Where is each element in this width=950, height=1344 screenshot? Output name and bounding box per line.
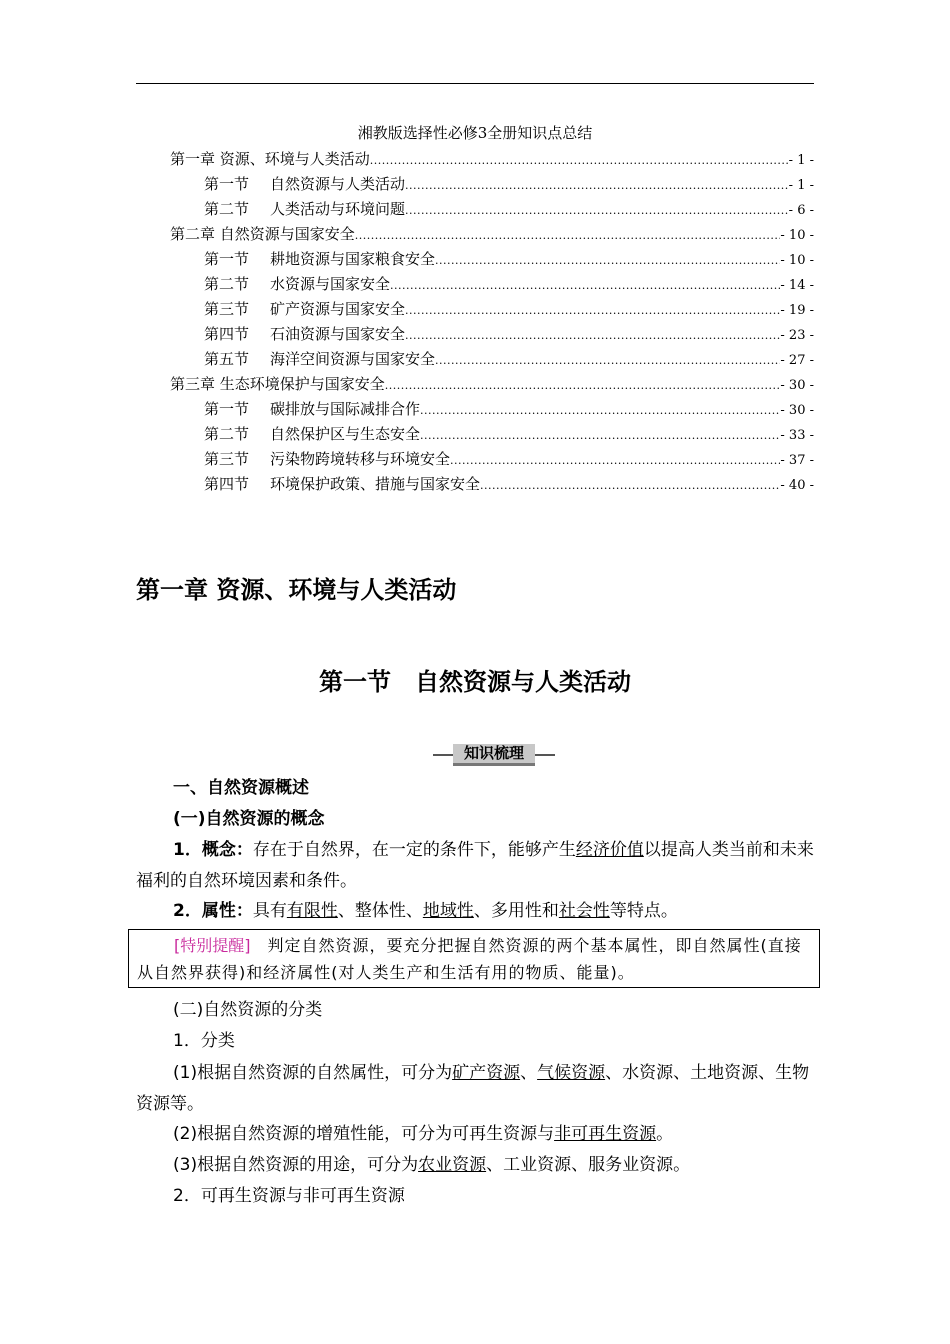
toc-section-number: 第三节 [204, 450, 250, 468]
reminder-text: 判定自然资源，要充分把握自然资源的两个基本属性，即自然属性(直接从自然界获得)和经济属性(对人类生产和生活有用的物质、能量)。 [137, 936, 802, 982]
toc-entry[interactable] [204, 448, 814, 470]
toc-section-number: 第五节 [204, 350, 250, 368]
toc-section-number: 第四节 [204, 475, 250, 493]
underlined-term: 地域性 [422, 901, 474, 921]
toc-leader [405, 204, 789, 217]
attribute-text: 等特点。 [609, 901, 678, 921]
underlined-term: 非可再生资源 [554, 1124, 657, 1144]
toc-section-number: 第二节 [204, 275, 250, 293]
toc-label: 第三章 生态环境保护与国家安全 [170, 375, 385, 393]
toc-entry[interactable] [204, 173, 814, 195]
toc-page: - 37 - [780, 453, 814, 468]
chapter-heading: 第一章 资源、环境与人类活动 [136, 576, 457, 604]
toc-label: 污染物跨境转移与环境安全 [270, 450, 451, 468]
badge-label: 知识梳理 [453, 744, 535, 766]
toc-label: 自然保护区与生态安全 [270, 425, 421, 443]
toc-entry[interactable] [170, 148, 814, 170]
special-reminder-box [128, 929, 820, 988]
classification-text: 。 [656, 1124, 674, 1144]
toc-section-number: 第一节 [204, 250, 250, 268]
toc-page: - 14 - [780, 278, 814, 293]
attribute-text: 、整体性、 [337, 901, 423, 921]
toc-leader [435, 354, 780, 367]
toc-label: 碳排放与国际减排合作 [270, 400, 421, 418]
toc-page: - 30 - [780, 378, 814, 393]
toc-leader [355, 229, 781, 242]
badge-rule-right [535, 754, 555, 756]
classification-text: 、 [520, 1063, 538, 1083]
toc-label: 环境保护政策、措施与国家安全 [270, 475, 481, 493]
underlined-term: 矿产资源 [452, 1063, 521, 1083]
document-title: 湘教版选择性必修3全册知识点总结 [357, 124, 593, 142]
toc-page: - 1 - [788, 178, 814, 193]
toc-entry[interactable] [204, 398, 814, 420]
underlined-term: 经济价值 [575, 840, 644, 860]
toc-section-number: 第四节 [204, 325, 250, 343]
reminder-tag: [特别提醒] [174, 936, 251, 955]
toc-page: - 33 - [780, 428, 814, 443]
classification-item [136, 1119, 814, 1150]
underlined-term: 社会性 [558, 901, 610, 921]
toc-label: 第一章 资源、环境与人类活动 [170, 150, 370, 168]
toc-entry[interactable] [170, 373, 814, 395]
toc-entry[interactable] [204, 248, 814, 270]
toc-page: - 40 - [780, 478, 814, 493]
classification-text: 、工业资源、服务业资源。 [486, 1155, 691, 1175]
badge-rule-left [433, 754, 453, 756]
toc-section-number: 第三节 [204, 300, 250, 318]
toc-label: 石油资源与国家安全 [270, 325, 406, 343]
toc-entry[interactable] [204, 323, 814, 345]
toc-section-number: 第一节 [204, 400, 250, 418]
toc-label: 第二章 自然资源与国家安全 [170, 225, 355, 243]
toc-leader [420, 429, 780, 442]
toc-entry[interactable] [204, 473, 814, 495]
toc-page: - 27 - [780, 353, 814, 368]
toc-section-number: 第一节 [204, 175, 250, 193]
classification-text: (1)根据自然资源的自然属性，可分为 [173, 1063, 453, 1083]
toc-page: - 10 - [780, 228, 814, 243]
toc-leader [370, 154, 789, 167]
classification-item [136, 1058, 814, 1120]
toc-label: 人类活动与环境问题 [270, 200, 406, 218]
attribute-text: 具有 [252, 901, 287, 921]
toc-page: - 30 - [780, 403, 814, 418]
concept-label: 1．概念： [173, 840, 253, 860]
header-rule [136, 83, 814, 84]
toc-label: 耕地资源与国家粮食安全 [270, 250, 436, 268]
concept-text: 以提高人类当前和未来福利的自然环境因素和条件。 [136, 840, 814, 891]
knowledge-badge [433, 742, 555, 768]
concept-paragraph [136, 835, 814, 897]
toc-leader [450, 454, 780, 467]
toc-leader [390, 279, 780, 292]
section-heading: 第一节 自然资源与人类活动 [319, 668, 631, 696]
toc-entry[interactable] [204, 198, 814, 220]
toc-page: - 10 - [780, 253, 814, 268]
toc-entry[interactable] [204, 273, 814, 295]
toc-page: - 19 - [780, 303, 814, 318]
toc-label: 水资源与国家安全 [270, 275, 391, 293]
classification-text: 、水资源、土地资源、生物资源等。 [136, 1063, 810, 1114]
classification-text: (2)根据自然资源的增殖性能，可分为可再生资源与 [173, 1124, 555, 1144]
renewable-subheading: 2．可再生资源与非可再生资源 [173, 1186, 405, 1206]
classification-label: 1．分类 [173, 1031, 235, 1051]
toc-label: 自然资源与人类活动 [270, 175, 406, 193]
toc-section-number: 第二节 [204, 200, 250, 218]
attribute-text: 、多用性和 [473, 901, 559, 921]
subheading-overview: 一、自然资源概述 [173, 778, 309, 798]
toc-leader [435, 254, 780, 267]
toc-leader [405, 329, 780, 342]
subheading-concept: (一)自然资源的概念 [173, 809, 325, 829]
toc-entry[interactable] [204, 348, 814, 370]
underlined-term: 气候资源 [537, 1063, 606, 1083]
toc-leader [405, 179, 789, 192]
classification-text: (3)根据自然资源的用途，可分为 [173, 1155, 419, 1175]
toc-leader [480, 479, 780, 492]
toc-page: - 23 - [780, 328, 814, 343]
toc-page: - 6 - [788, 203, 814, 218]
toc-entry[interactable] [170, 223, 814, 245]
subheading-classification: (二)自然资源的分类 [173, 1000, 323, 1020]
toc-entry[interactable] [204, 298, 814, 320]
toc-entry[interactable] [204, 423, 814, 445]
toc-label: 矿产资源与国家安全 [270, 300, 406, 318]
toc-leader [385, 379, 781, 392]
attribute-paragraph [136, 896, 814, 927]
underlined-term: 农业资源 [418, 1155, 487, 1175]
toc-leader [420, 404, 780, 417]
toc-section-number: 第二节 [204, 425, 250, 443]
underlined-term: 有限性 [286, 901, 338, 921]
concept-text: 存在于自然界，在一定的条件下，能够产生 [252, 840, 576, 860]
classification-item [136, 1150, 814, 1181]
attribute-label: 2．属性： [173, 901, 253, 921]
toc-page: - 1 - [788, 153, 814, 168]
toc-leader [405, 304, 780, 317]
toc-label: 海洋空间资源与国家安全 [270, 350, 436, 368]
